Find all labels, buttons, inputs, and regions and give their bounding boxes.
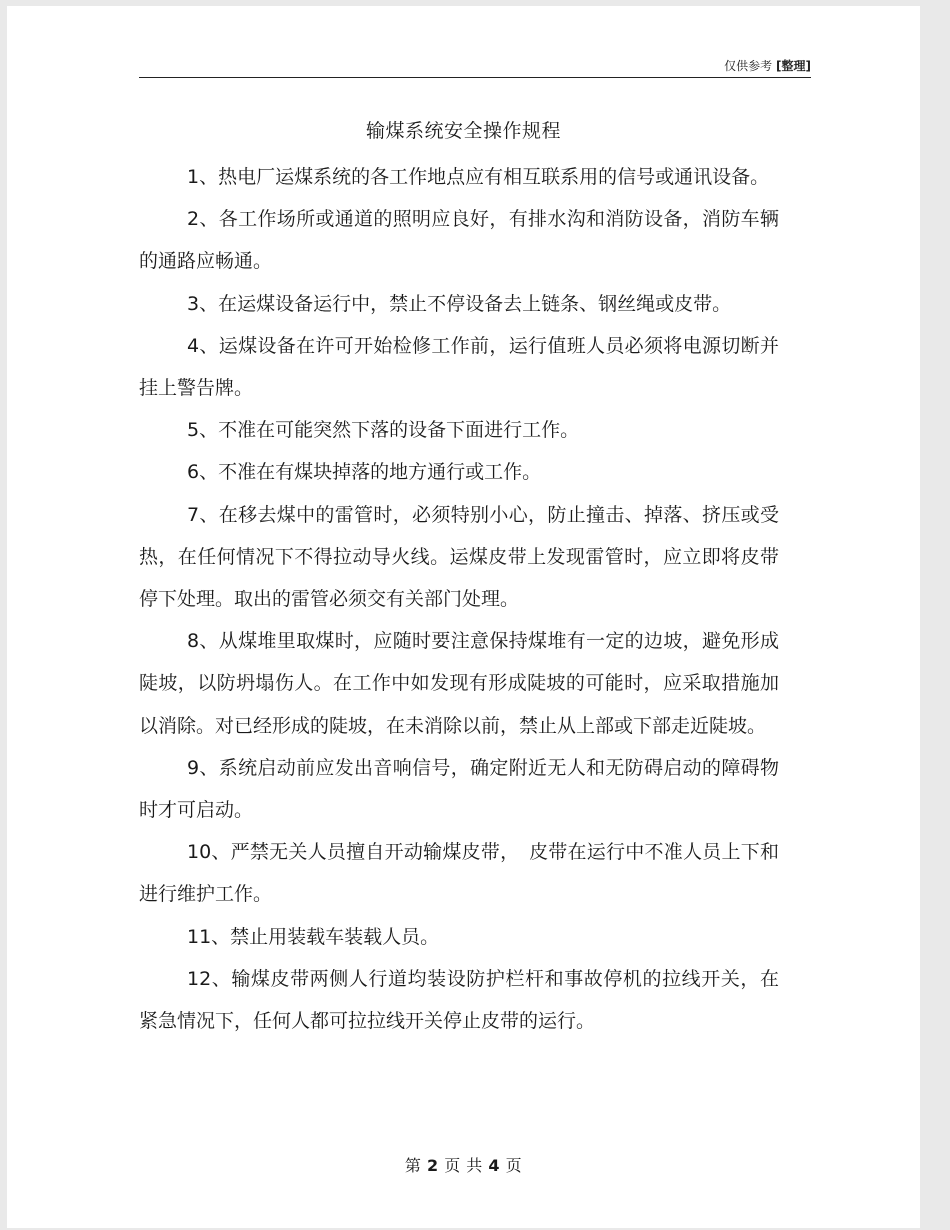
page-footer bbox=[7, 1153, 920, 1176]
footer-page-current: 2 bbox=[426, 1156, 439, 1175]
footer-middle: 页 共 bbox=[444, 1156, 483, 1175]
footer-suffix: 页 bbox=[505, 1156, 523, 1175]
document-page bbox=[7, 6, 920, 1228]
header-tag: [整理] bbox=[776, 59, 811, 73]
paragraph-6: 6、不准在有煤块掉落的地方通行或工作。 bbox=[187, 461, 542, 484]
paragraph-1: 1、热电厂运煤系统的各工作地点应有相互联系用的信号或通讯设备。 bbox=[187, 166, 770, 188]
header-label: 仅供参考 bbox=[724, 59, 773, 73]
paragraph-9: 9、系统启动前应发出音响信号，确定附近无人和无防碍启动的障碍物时才可启动。 bbox=[139, 756, 779, 822]
footer-prefix: 第 bbox=[404, 1156, 422, 1175]
document-body bbox=[139, 156, 779, 1042]
paragraph-3: 3、在运煤设备运行中，禁止不停设备去上链条、钢丝绳或皮带。 bbox=[187, 292, 732, 315]
document-title: 输煤系统安全操作规程 bbox=[365, 120, 561, 142]
header-note bbox=[724, 57, 811, 74]
paragraph-10: 10、严禁无关人员擅自开动输煤皮带， 皮带在运行中不准人员上下和进行维护工作。 bbox=[139, 841, 779, 906]
paragraph-11: 11、禁止用装载车装载人员。 bbox=[187, 925, 440, 948]
paragraph-8: 8、从煤堆里取煤时，应随时要注意保持煤堆有一定的边坡，避免形成陡坡，以防坍塌伤人。在工作中如发现有形成陡坡的可能时，应采取措施加以消除。对已经形成的陡坡，在未消除以前，禁止从上部或下部走近陡坡。 bbox=[139, 630, 779, 737]
footer-page-total: 4 bbox=[488, 1156, 501, 1175]
paragraph-12: 12、输煤皮带两侧人行道均装设防护栏杆和事故停机的拉线开关，在紧急情况下，任何人都可拉拉线开关停止皮带的运行。 bbox=[139, 967, 779, 1033]
paragraph-2: 2、各工作场所或通道的照明应良好，有排水沟和消防设备，消防车辆的通路应畅通。 bbox=[139, 208, 779, 273]
paragraph-4: 4、运煤设备在许可开始检修工作前，运行值班人员必须将电源切断并挂上警告牌。 bbox=[139, 334, 779, 400]
paragraph-7: 7、在移去煤中的雷管时，必须特别小心，防止撞击、掉落、挤压或受热，在任何情况下不得拉动导火线。运煤皮带上发现雷管时，应立即将皮带停下处理。取出的雷管必须交有关部门处理。 bbox=[139, 503, 779, 611]
paragraph-5: 5、不准在可能突然下落的设备下面进行工作。 bbox=[187, 419, 580, 442]
page-header bbox=[139, 55, 811, 78]
